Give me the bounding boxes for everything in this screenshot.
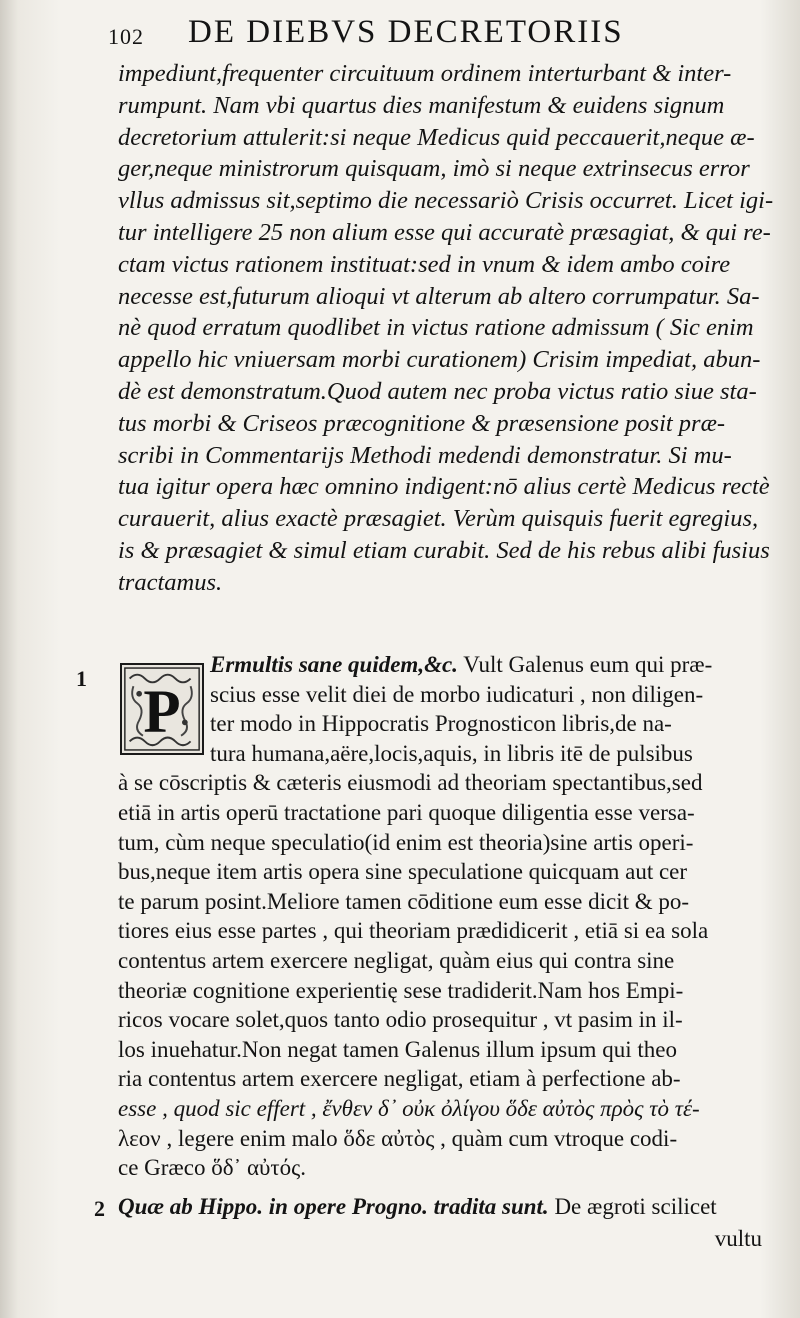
margin-note-2: 2: [94, 1196, 105, 1221]
running-head: [108, 14, 748, 54]
dropcap-letter: P: [143, 678, 181, 746]
page-title: DE DIEBVS DECRETORIIS: [188, 14, 624, 50]
text-line: dè est demonstratum.Quod autem nec proba victus ratio siue sta-: [118, 377, 757, 405]
commentary-line: Ermultis sane quidem,&c. Vult Galenus eum qui præ-: [210, 652, 713, 677]
commentary-lemma: Ermultis sane quidem,&c.: [210, 652, 458, 677]
commentary-line: ria contentus artem exercere negligat, etiam à perfectione ab-: [118, 1066, 681, 1092]
note-2: [118, 1192, 790, 1222]
commentary-line: los inuehatur.Non negat tamen Galenus illum ipsum qui theo: [118, 1036, 677, 1062]
commentary-line: ce Græco ὅδ᾽ αὐτός.: [118, 1155, 307, 1181]
text-line: tur intelligere 25 non alium esse qui accuratè præsagiat, & qui re-: [118, 218, 771, 246]
text-line: impediunt,frequenter circuituum ordinem interturbant & inter-: [118, 60, 732, 87]
commentary-line: etiā in artis operū tractatione pari quoque diligentia esse versa-: [118, 799, 695, 825]
catchword: vultu: [714, 1226, 762, 1251]
text-line: tua igitur opera hæc omnino indigent:nō alius certè Medicus rectè: [118, 473, 770, 501]
commentary-line: te parum posint.Meliore tamen cōditione eum esse dicit & po-: [118, 888, 690, 914]
text-line: appello hic vniuersam morbi curationem) Crisim impediat, abun-: [118, 346, 761, 374]
commentary-line: tura humana,aëre,locis,aquis, in libris itē de pulsibus: [210, 740, 693, 766]
commentary-line: scius esse velit diei de morbo iudicaturi , non diligen-: [210, 681, 704, 707]
margin-note-1: 1: [76, 666, 87, 691]
text-line: tus morbi & Criseos præcognitione & præsensione posit præ-: [118, 409, 726, 437]
text-line: rumpunt. Nam vbi quartus dies manifestum & euidens signum: [118, 91, 725, 119]
commentary-line: tum, cùm neque speculatio(id enim est theoria)sine artis operi-: [118, 829, 694, 855]
commentary-line: tiores eius esse partes , qui theoriam prædidicerit , etiā si ea sola: [118, 918, 709, 944]
text-line: ger,neque ministrorum quisquam, imò si neque extrinsecus error: [118, 155, 750, 183]
text-line: vllus admissus sit,septimo die necessariò Crisis occurret. Licet igi-: [118, 187, 774, 215]
commentary-line: contentus artem exercere negligat, quàm eius qui contra sine: [118, 947, 675, 973]
commentary-line: ricos vocare solet,quos tanto odio prosequitur , vt pasim in il-: [118, 1007, 683, 1033]
text-line: scribi in Commentarijs Methodi medendi demonstratur. Si mu-: [118, 441, 732, 469]
commentary-line: esse , quod sic effert , ἔνθεν δ᾽ οὐκ ὀλίγου ὅδε αὐτὸς πρὸς τὸ τέ-: [118, 1095, 700, 1121]
commentary-block: [118, 650, 790, 1183]
commentary-line: theoriæ cognitione experientię sese tradiderit.Nam hos Empi-: [118, 977, 684, 1003]
text-line: necesse est,futurum alioqui vt alterum ab altero corrumpatur. Sa-: [118, 282, 760, 310]
text-line: is & præsagiet & simul etiam curabit. Sed de his rebus alibi fusius: [118, 536, 770, 564]
main-text: [118, 58, 790, 599]
text-line: tractamus.: [118, 568, 223, 596]
note-2-text: De ægroti scilicet: [554, 1194, 717, 1219]
commentary-line: ter modo in Hippocratis Prognosticon libris,de na-: [210, 711, 672, 737]
text-line: decretorium attulerit:si neque Medicus quid peccauerit,neque æ-: [118, 123, 755, 151]
commentary-line: bus,neque item artis opera sine speculatione quicquam aut cer: [118, 859, 688, 885]
note-2-lemma: Quæ ab Hippo. in opere Progno. tradita sunt.: [118, 1194, 549, 1219]
page-number: 102: [108, 24, 144, 49]
text-line: ctam victus rationem instituat:sed in vnum & idem ambo coire: [118, 250, 731, 278]
commentary-line: λεον , legere enim malo ὅδε αὐτὸς , quàm cum vtroque codi-: [118, 1125, 678, 1151]
text-line: nè quod erratum quodlibet in victus ratione admissum ( Sic enim: [118, 314, 754, 342]
commentary-line: à se cōscriptis & cæteris eiusmodi ad theoriam spectantibus,sed: [118, 770, 703, 796]
text-line: curauerit, alius exactè præsagiet. Verùm quisquis fuerit egregius,: [118, 505, 759, 533]
